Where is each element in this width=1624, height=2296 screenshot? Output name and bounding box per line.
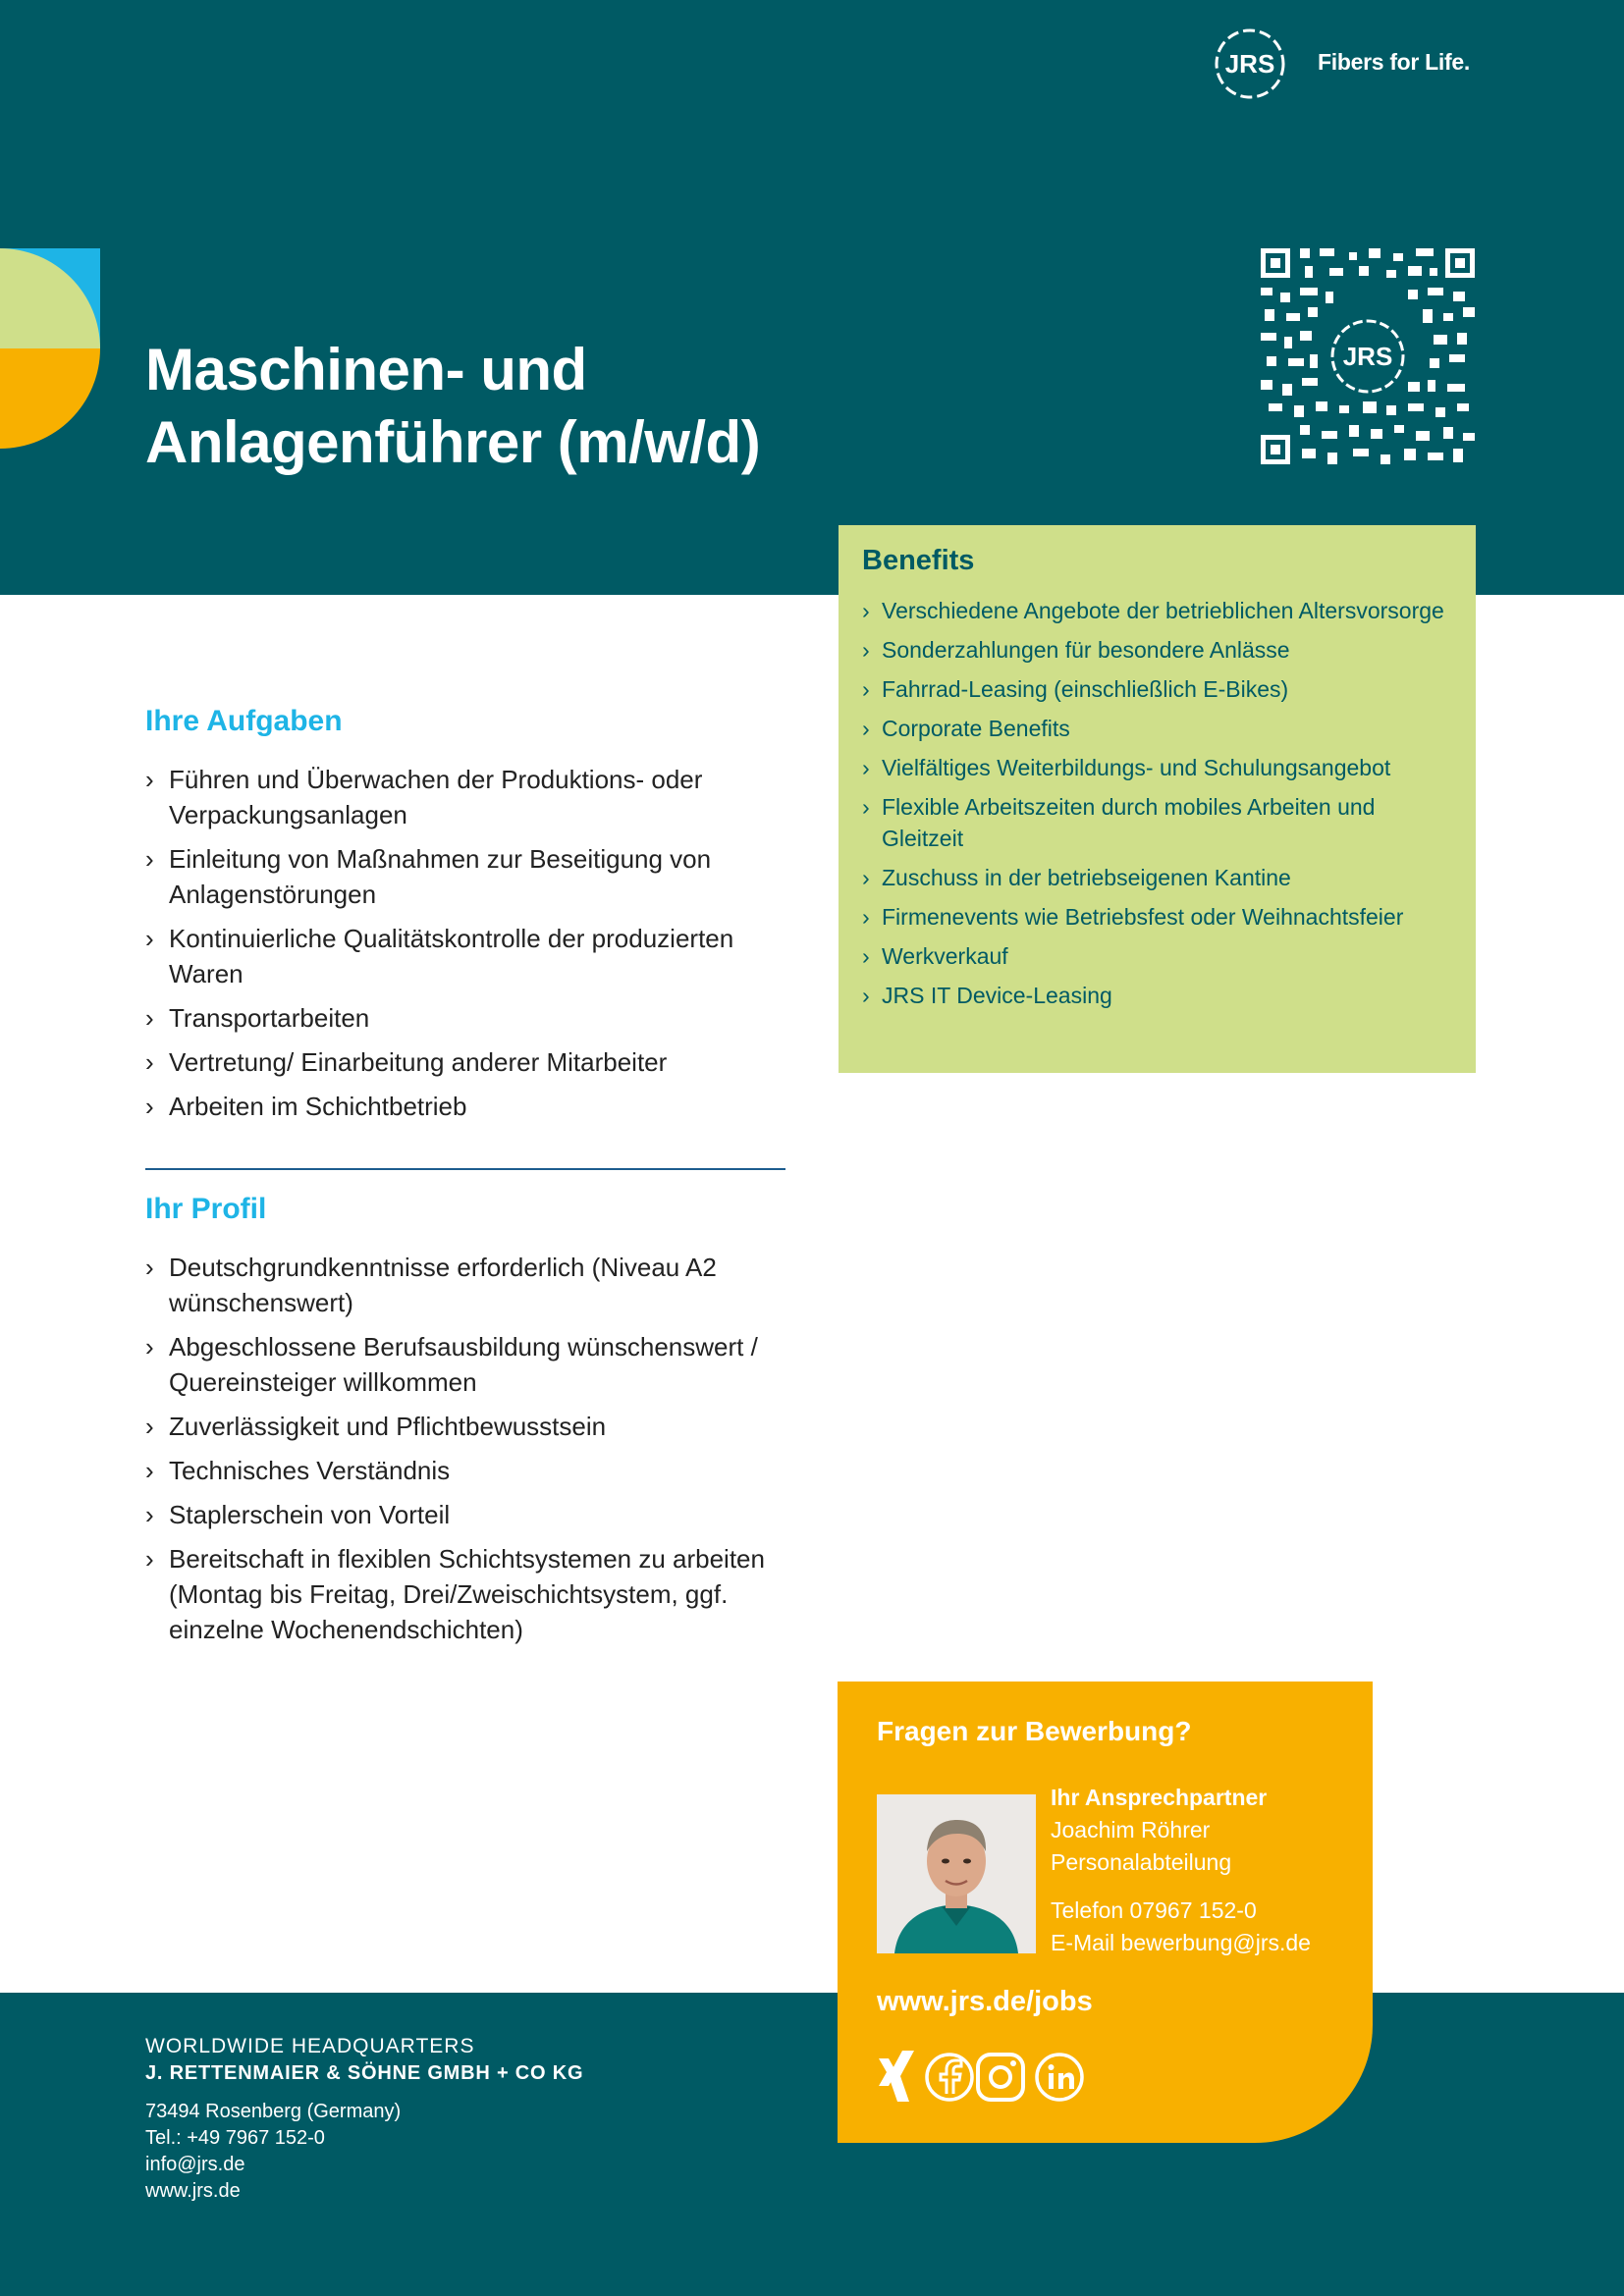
social-icons [877, 2049, 1103, 2106]
list-item: › Bereitschaft in flexiblen Schichtsystemen zu arbeiten (Montag bis Freitag, Drei/Zweischichtsystem, ggf. einzelne Wochenendschichten) [145, 1541, 803, 1647]
instagram-icon[interactable] [978, 2055, 1023, 2100]
benefits-box [839, 525, 1476, 1073]
footer-contact [145, 2099, 401, 2205]
xing-icon[interactable] [879, 2051, 914, 2102]
list-item: › Corporate Benefits [862, 713, 1452, 744]
footer-email[interactable]: info@jrs.de [145, 2154, 245, 2175]
footer-phone: Tel.: +49 7967 152-0 [145, 2127, 325, 2149]
qr-logo-text: JRS [1342, 342, 1393, 371]
linkedin-icon[interactable] [1037, 2055, 1082, 2100]
footer-website[interactable]: www.jrs.de [145, 2180, 241, 2202]
list-item: › Verschiedene Angebote der betrieblichen Altersvorsorge [862, 595, 1452, 626]
jrs-logo [1212, 26, 1288, 102]
list-item: › Firmenevents wie Betriebsfest oder Weihnachtsfeier [862, 901, 1452, 933]
list-item: › Arbeiten im Schichtbetrieb [145, 1089, 793, 1124]
contact-photo [877, 1794, 1036, 1953]
list-item: › Vielfältiges Weiterbildungs- und Schulungsangebot [862, 752, 1452, 783]
contact-role: Ihr Ansprechpartner [1051, 1785, 1268, 1810]
contact-phone: Telefon 07967 152-0 [1051, 1897, 1257, 1923]
list-item: › Deutschgrundkenntnisse erforderlich (Niveau A2 wünschenswert) [145, 1250, 803, 1320]
profile-heading: Ihr Profil [145, 1193, 267, 1225]
list-item: › Einleitung von Maßnahmen zur Beseitigung von Anlagenstörungen [145, 841, 793, 912]
decorative-shape [0, 248, 100, 449]
job-title-line2: Anlagenführer (m/w/d) [145, 409, 761, 475]
tasks-heading: Ihre Aufgaben [145, 705, 343, 737]
benefits-list [862, 595, 1452, 1011]
job-title-line1: Maschinen- und [145, 337, 587, 402]
contact-department: Personalabteilung [1051, 1849, 1232, 1875]
list-item: › Transportarbeiten [145, 1000, 793, 1036]
list-item: › Technisches Verständnis [145, 1453, 803, 1488]
logo-text: JRS [1224, 49, 1275, 79]
list-item: › JRS IT Device-Leasing [862, 980, 1452, 1011]
profile-list [145, 1250, 803, 1656]
contact-email[interactable]: E-Mail bewerbung@jrs.de [1051, 1930, 1311, 1955]
contact-details [1051, 1782, 1365, 1959]
section-divider [145, 1168, 785, 1170]
footer-label: WORLDWIDE HEADQUARTERS [145, 2035, 475, 2057]
list-item: › Flexible Arbeitszeiten durch mobiles Arbeiten und Gleitzeit [862, 791, 1452, 854]
list-item: › Zuverlässigkeit und Pflichtbewusstsein [145, 1409, 803, 1444]
list-item: › Werkverkauf [862, 940, 1452, 972]
list-item: › Fahrrad-Leasing (einschließlich E-Bikes) [862, 673, 1452, 705]
tasks-list [145, 762, 793, 1133]
list-item: › Vertretung/ Einarbeitung anderer Mitarbeiter [145, 1044, 793, 1080]
qr-code[interactable] [1261, 248, 1475, 464]
list-item: › Kontinuierliche Qualitätskontrolle der produzierten Waren [145, 921, 793, 991]
list-item: › Abgeschlossene Berufsausbildung wünschenswert / Quereinsteiger willkommen [145, 1329, 803, 1400]
footer-company: J. RETTENMAIER & SÖHNE GMBH + CO KG [145, 2062, 584, 2084]
contact-box [838, 1682, 1373, 2143]
benefits-heading: Benefits [862, 545, 975, 576]
footer-address: 73494 Rosenberg (Germany) [145, 2101, 402, 2122]
facebook-icon[interactable] [927, 2055, 972, 2100]
list-item: › Zuschuss in der betriebseigenen Kantine [862, 862, 1452, 893]
contact-heading: Fragen zur Bewerbung? [877, 1716, 1192, 1746]
list-item: › Staplerschein von Vorteil [145, 1497, 803, 1532]
list-item: › Sonderzahlungen für besondere Anlässe [862, 634, 1452, 666]
list-item: › Führen und Überwachen der Produktions- oder Verpackungsanlagen [145, 762, 793, 832]
job-title [145, 334, 852, 479]
jobs-link[interactable]: www.jrs.de/jobs [877, 1986, 1093, 2017]
tagline: Fibers for Life. [1318, 49, 1470, 75]
contact-name: Joachim Röhrer [1051, 1817, 1211, 1842]
